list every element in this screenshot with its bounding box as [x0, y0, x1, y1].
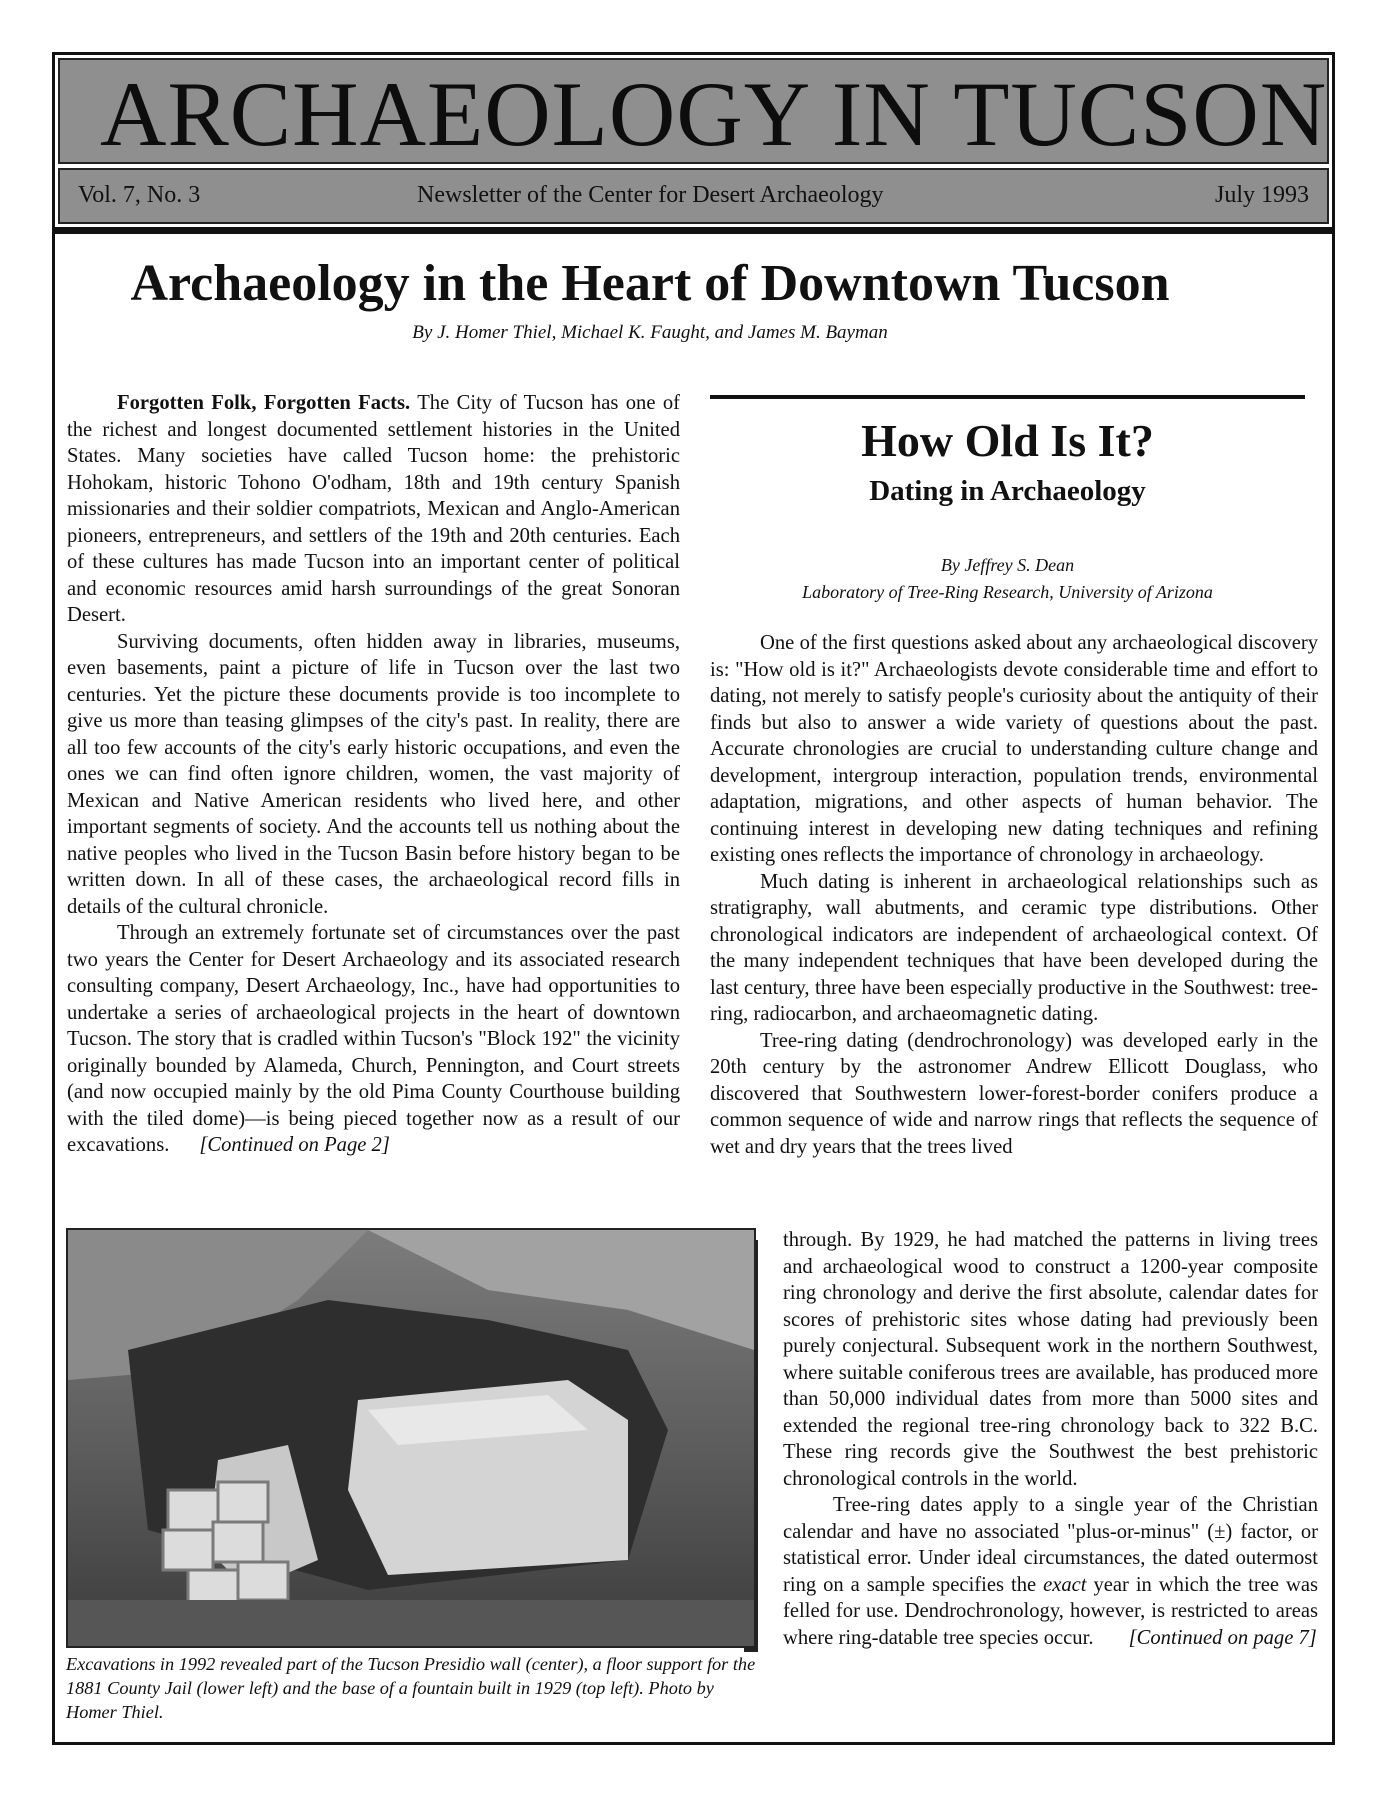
volume-number: Vol. 7, No. 3: [78, 182, 201, 208]
sidebar-article-header: [710, 395, 1305, 606]
paragraph-text: year in which the tree was felled for use. Dendrochronology, however, is restricted to areas where ring-datable tree species occur.: [783, 1573, 1318, 1649]
article-paragraph: through. By 1929, he had matched the patterns in living trees and archaeological wood to construct a 1200-year composite ring chronology and derive the first absolute, calendar dates for scores of prehistoric sites whose dating had previously been purely conjectural. Subsequent work in the northern Southwest, where suitable coniferous trees are available, has produced more than 50,000 individual dates from more than 5000 sites and extended the regional tree-ring chronology back to 322 B.C. These ring records give the Southwest the best prehistoric chronological controls in the world.: [783, 1229, 1318, 1490]
article-paragraph: Tree-ring dating (dendrochronology) was developed early in the 20th century by the astronomer Andrew Ellicott Douglass, who discovered that Southwestern lower-forest-border conifers produce a common sequence of wide and narrow rings that reflects the sequence of wet and dry years that the trees lived: [710, 1029, 1318, 1158]
sidebar-rule: [710, 395, 1305, 399]
paragraph-text: Through an extremely fortunate set of circumstances over the past two years the Center for Desert Archaeology and its associated research consulting company, Desert Archaeology, Inc., have had opportunities to undertake a series of archaeological projects in the heart of downtown Tucson. The story that is cradled within Tucson's "Block 192" the vicinity originally bounded by Alameda, Church, Pennington, and Court streets (and now occupied mainly by the old Pima County Courthouse building with the tiled dome)—is being pieced together now as a result of our excavations.: [67, 922, 680, 1156]
photo-caption: Excavations in 1992 revealed part of the Tucson Presidio wall (center), a floor support for the 1881 County Jail (lower left) and the base of a fountain built in 1929 (top left). Photo by Homer Thiel.: [66, 1654, 756, 1722]
main-headline: Archaeology in the Heart of Downtown Tucson: [130, 255, 1170, 312]
lead-in: Forgotten Folk, Forgotten Facts.: [117, 392, 411, 414]
paragraph-text: Tree-ring dates apply to a single year of the Christian calendar and have no associated "plus-or-minus" (±) factor, or statistical error. Under ideal circumstances, the dated outermost ring on a sample specifies the: [783, 1494, 1318, 1596]
article-paragraph: [67, 390, 680, 629]
continued-note: [Continued on page 7]: [1128, 1626, 1317, 1649]
excavation-photo: [66, 1228, 756, 1648]
sidebar-title: How Old Is It?: [861, 415, 1154, 466]
issue-date: July 1993: [1214, 182, 1309, 208]
sidebar-article-body: [710, 630, 1318, 1160]
newsletter-title: ARCHAEOLOGY IN TUCSON: [100, 63, 1328, 165]
article-paragraph: Surviving documents, often hidden away in libraries, museums, even basements, paint a picture of life in Tucson over the last two centuries. Yet the picture these documents provide is too incomplete to give us more than teasing glimpses of the city's past. In reality, there are all too few accounts of the city's early historic occupations, and even the ones we can find often ignore children, women, the vast majority of Mexican and Native American residents who lived here, and other important segments of society. And the accounts tell us nothing about the native peoples who lived in the Tucson Basin before history began to be written down. In all of these cases, the archaeological record fills in details of the cultural chronicle.: [67, 630, 680, 918]
article-paragraph: One of the first questions asked about any archaeological discovery is: "How old is it?" Archaeologists devote considerable time and effort to dating, not merely to satisfy people's curiosity about the antiquity of their finds but also to answer a wide variety of questions about the past. Accurate chronologies are crucial to understanding culture change and development, intergroup interaction, population trends, environmental adaptation, migrations, and other aspects of human behavior. The continuing interest in developing new dating techniques and refining existing ones reflects the importance of chronology in archaeology.: [710, 632, 1318, 866]
author-affiliation: Laboratory of Tree-Ring Research, University of Arizona: [802, 582, 1213, 602]
masthead: [58, 58, 1329, 164]
main-article-body: [67, 390, 680, 1159]
article-paragraph: Much dating is inherent in archaeological relationships such as stratigraphy, wall abutments, and ceramic type distributions. Other chronological indicators are independent of archaeological context. Of the many independent techniques that have been developed during the last century, three have been especially productive in the Southwest: tree-ring, radiocarbon, and archaeomagnetic dating.: [710, 870, 1318, 1025]
main-byline: By J. Homer Thiel, Michael K. Faught, and James M. Bayman: [412, 322, 888, 343]
article-paragraph: [67, 920, 680, 1159]
author-name: By Jeffrey S. Dean: [940, 555, 1075, 575]
excavation-photo-illustration: [68, 1230, 754, 1646]
issue-info-bar: [58, 168, 1329, 224]
sidebar-byline: [710, 552, 1305, 606]
newsletter-subtitle: Newsletter of the Center for Desert Archaeology: [417, 182, 884, 208]
emphasis: exact: [1043, 1573, 1087, 1596]
paragraph-text: The City of Tucson has one of the richest and longest documented settlement histories in the United States. Many societies have called Tucson home: the prehistoric Hohokam, historic Tohono O'odham, 18th and 19th century Spanish missionaries and their soldier compatriots, Mexican and Anglo-American pioneers, entrepreneurs, and settlers of the 19th and 20th centuries. Each of these cultures has made Tucson into an important center of political and economic resources amid harsh surroundings of the great Sonoran Desert.: [67, 392, 680, 626]
sidebar-subtitle: Dating in Archaeology: [869, 475, 1146, 507]
continued-note: [Continued on Page 2]: [199, 1134, 390, 1156]
header-rule: [55, 227, 1332, 234]
sidebar-article-continuation: [783, 1227, 1318, 1651]
article-paragraph: [783, 1492, 1318, 1651]
